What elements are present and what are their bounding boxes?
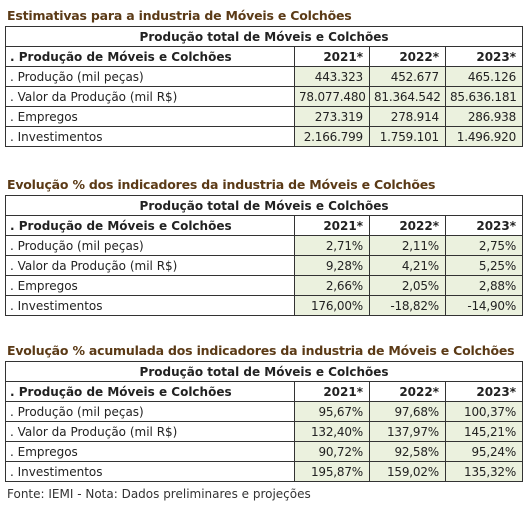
table-header-row [6, 47, 523, 67]
table-cell: 1.496.920 [446, 127, 523, 147]
span-header: Produção total de Móveis e Colchões [6, 362, 523, 382]
row-label: . Investimentos [6, 462, 295, 482]
table-cell: 100,37% [446, 402, 523, 422]
column-header: . Produção de Móveis e Colchões [6, 47, 295, 67]
table-cell: 465.126 [446, 67, 523, 87]
table-row [6, 442, 523, 462]
span-header: Produção total de Móveis e Colchões [6, 196, 523, 216]
table-cell: 4,21% [370, 256, 446, 276]
table-cell: 2,11% [370, 236, 446, 256]
table-row [6, 87, 523, 107]
table-cell: 452.677 [370, 67, 446, 87]
table-cell: 97,68% [370, 402, 446, 422]
section-title: Evolução % acumulada dos indicadores da industria de Móveis e Colchões [7, 343, 515, 358]
table-header-row [6, 216, 523, 236]
table-cell: 195,87% [295, 462, 370, 482]
table-cell: -14,90% [446, 296, 523, 316]
table-cell: 2.166.799 [295, 127, 370, 147]
table-row [6, 422, 523, 442]
table-cell: 145,21% [446, 422, 523, 442]
row-label: . Empregos [6, 107, 295, 127]
table-cell: 85.636.181 [446, 87, 523, 107]
evolucao-table [5, 195, 523, 316]
table-cell: 176,00% [295, 296, 370, 316]
row-label: . Produção (mil peças) [6, 236, 295, 256]
table-cell: 2,05% [370, 276, 446, 296]
table-cell: -18,82% [370, 296, 446, 316]
year-header: 2023* [446, 47, 523, 67]
table-cell: 95,24% [446, 442, 523, 462]
section-title: Estimativas para a industria de Móveis e Colchões [7, 8, 352, 23]
table-cell: 90,72% [295, 442, 370, 462]
table-cell: 2,66% [295, 276, 370, 296]
year-header: 2021* [295, 47, 370, 67]
year-header: 2021* [295, 216, 370, 236]
estimativas-table [5, 26, 523, 147]
table-cell: 2,75% [446, 236, 523, 256]
table-row [6, 127, 523, 147]
row-label: . Investimentos [6, 296, 295, 316]
table-cell: 92,58% [370, 442, 446, 462]
table-cell: 273.319 [295, 107, 370, 127]
table-cell: 135,32% [446, 462, 523, 482]
table-cell: 81.364.542 [370, 87, 446, 107]
table-cell: 443.323 [295, 67, 370, 87]
row-label: . Valor da Produção (mil R$) [6, 87, 295, 107]
table-row [6, 296, 523, 316]
year-header: 2022* [370, 216, 446, 236]
table-cell: 2,71% [295, 236, 370, 256]
table-cell: 159,02% [370, 462, 446, 482]
table-span-header-row [6, 27, 523, 47]
table-span-header-row [6, 362, 523, 382]
table-header-row [6, 382, 523, 402]
table-cell: 2,88% [446, 276, 523, 296]
table-span-header-row [6, 196, 523, 216]
row-label: . Produção (mil peças) [6, 67, 295, 87]
span-header: Produção total de Móveis e Colchões [6, 27, 523, 47]
row-label: . Investimentos [6, 127, 295, 147]
source-note: Fonte: IEMI - Nota: Dados preliminares e projeções [7, 487, 311, 501]
year-header: 2021* [295, 382, 370, 402]
column-header: . Produção de Móveis e Colchões [6, 216, 295, 236]
table-cell: 5,25% [446, 256, 523, 276]
table-row [6, 276, 523, 296]
table-cell: 286.938 [446, 107, 523, 127]
row-label: . Empregos [6, 276, 295, 296]
section-title: Evolução % dos indicadores da industria de Móveis e Colchões [7, 177, 436, 192]
row-label: . Produção (mil peças) [6, 402, 295, 422]
table-cell: 9,28% [295, 256, 370, 276]
table-cell: 1.759.101 [370, 127, 446, 147]
table-row [6, 256, 523, 276]
table-row [6, 67, 523, 87]
table-cell: 78.077.480 [295, 87, 370, 107]
table-cell: 278.914 [370, 107, 446, 127]
evolucao-acumulada-table [5, 361, 523, 482]
table-row [6, 462, 523, 482]
table-row [6, 236, 523, 256]
table-cell: 132,40% [295, 422, 370, 442]
year-header: 2023* [446, 216, 523, 236]
table-row [6, 402, 523, 422]
year-header: 2022* [370, 382, 446, 402]
year-header: 2022* [370, 47, 446, 67]
table-cell: 137,97% [370, 422, 446, 442]
row-label: . Empregos [6, 442, 295, 462]
table-row [6, 107, 523, 127]
row-label: . Valor da Produção (mil R$) [6, 256, 295, 276]
column-header: . Produção de Móveis e Colchões [6, 382, 295, 402]
row-label: . Valor da Produção (mil R$) [6, 422, 295, 442]
year-header: 2023* [446, 382, 523, 402]
table-cell: 95,67% [295, 402, 370, 422]
